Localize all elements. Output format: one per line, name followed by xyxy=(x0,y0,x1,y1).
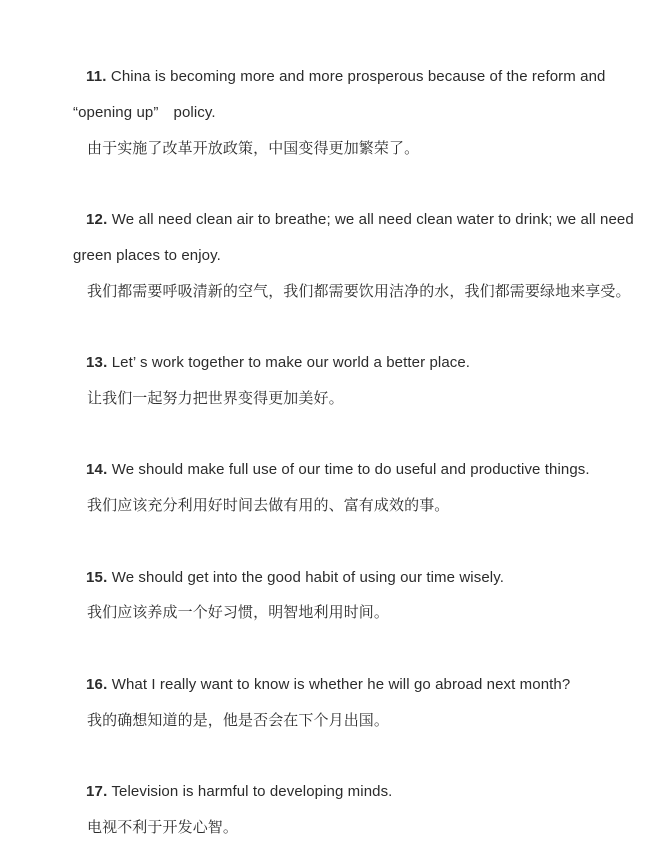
english-sentence-line: 12. We all need clean air to breathe; we all need clean water to drink; we all need xyxy=(86,211,634,228)
sentence-item xyxy=(73,345,639,417)
item-spacer xyxy=(73,309,639,345)
chinese-translation: 电视不利于开发心智。 xyxy=(87,818,239,836)
english-sentence-line: 14. We should make full use of our time to do useful and productive things. xyxy=(86,461,590,479)
english-sentence-line: 16. What I really want to know is whether he will go abroad next month? xyxy=(86,675,571,693)
sentence-item xyxy=(73,774,639,846)
item-spacer xyxy=(73,738,639,774)
chinese-translation: 我的确想知道的是，他是否会在下个月出国。 xyxy=(87,711,390,729)
item-number: 11. xyxy=(86,68,107,85)
chinese-translation: 由于实施了改革开放政策，中国变得更加繁荣了。 xyxy=(87,139,420,157)
chinese-translation: 让我们一起努力把世界变得更加美好。 xyxy=(87,389,344,407)
item-number: 12. xyxy=(86,211,108,228)
chinese-translation: 我们应该养成一个好习惯，明智地利用时间。 xyxy=(87,604,390,622)
item-number: 13. xyxy=(86,354,108,371)
sentence-item xyxy=(73,59,639,166)
item-number: 15. xyxy=(86,568,108,586)
item-spacer xyxy=(73,417,639,453)
item-number: 14. xyxy=(86,461,108,479)
chinese-translation: 我们应该充分利用好时间去做有用的、富有成效的事。 xyxy=(87,497,450,514)
english-continuation-line: green places to enjoy. xyxy=(73,246,221,264)
english-sentence-line: 15. We should get into the good habit of using our time wisely. xyxy=(86,568,504,586)
sentence-item xyxy=(73,452,639,524)
chinese-translation: 我们都需要呼吸清新的空气，我们都需要饮用洁净的水，我们都需要绿地来享受。 xyxy=(87,282,631,300)
item-spacer xyxy=(73,166,639,202)
english-continuation-line: “opening up” policy. xyxy=(73,103,216,121)
sentence-item xyxy=(73,202,639,309)
item-number: 17. xyxy=(86,783,108,800)
sentence-item xyxy=(73,667,639,739)
english-sentence-line: 17. Television is harmful to developing minds. xyxy=(86,783,393,800)
item-spacer xyxy=(73,524,639,560)
sentence-item xyxy=(73,560,639,632)
item-number: 16. xyxy=(86,675,108,693)
english-sentence-line: 11. China is becoming more and more prosperous because of the reform and xyxy=(86,68,606,85)
english-sentence-line: 13. Let’ s work together to make our world a better place. xyxy=(86,354,471,371)
item-spacer xyxy=(73,631,639,667)
